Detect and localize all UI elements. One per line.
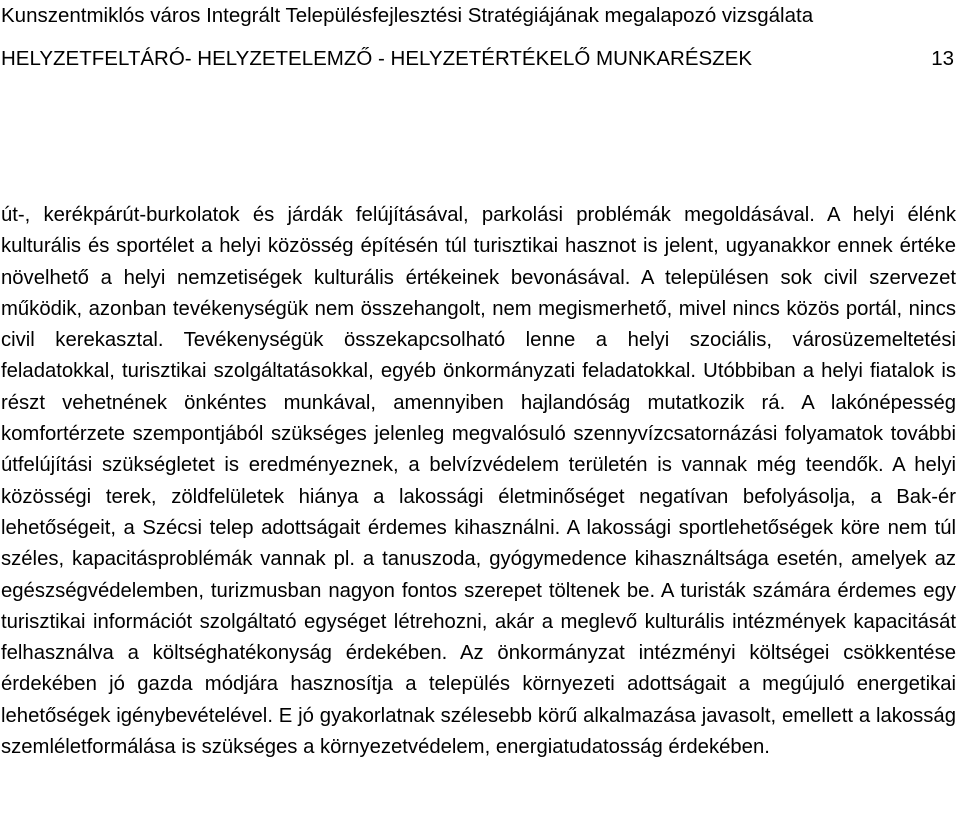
body-paragraph: út-, kerékpárút-burkolatok és járdák felújításával, parkolási problémák megoldásával. A helyi élénk kulturális és sportélet a helyi közösség építésén túl turisztikai hasznot is jelent, ugyanakkor ennek értéke növelhető a helyi nemzetiségek kulturális értékeinek bevonásával. A településen sok civil szervezet működik, azonban tevékenységük nem összehangolt, nem megismerhető, mivel nincs közös portál, nincs civil kerekasztal. Tevékenységük összekapcsolható lenne a helyi szociális, városüzemeltetési feladatokkal, turisztikai szolgáltatásokkal, egyéb önkormányzati feladatokkal. Utóbbiban a helyi fiatalok is részt vehetnének önkéntes munkával, amennyiben hajlandóság mutatkozik rá. A lakónépesség komfortérzete szempontjából szükséges jelenleg megvalósuló szennyvízcsatornázási folyamatok további útfelújítási szükségletet is eredményeznek, a belvízvédelem területén is vannak még teendők. A helyi közösségi terek, zöldfelületek hiánya a lakossági életminőséget negatívan befolyásolja, a Bak-ér lehetőségeit, a Szécsi telep adottságait érdemes kihasználni. A lakossági sportlehetőségek köre nem túl széles, kapacitásproblémák vannak pl. a tanuszoda, gyógymedence kihasználtsága esetén, amelyek az egészségvédelemben, turizmusban nagyon fontos szerepet töltenek be. A turisták számára érdemes egy turisztikai információt szolgáltató egységet létrehozni, akár a meglevő kulturális intézmények kapacitását felhasználva a költséghatékonyság érdekében. Az önkormányzat intézményi költségei csökkentése érdekében jó gazda módjára hasznosítja a település környezeti adottságait a megújuló energetikai lehetőségek igénybevételével. E jó gyakorlatnak szélesebb körű alkalmazása javasolt, emellett a lakosság szemléletformálása is szükséges a környezetvédelem, energiatudatosság érdekében.	[1, 204, 956, 759]
page-header	[1, 0, 956, 74]
section-header-row	[1, 44, 956, 74]
document-title: Kunszentmiklós város Integrált Településfejlesztési Stratégiájának megalapozó vizsgálata	[1, 4, 814, 27]
section-title: HELYZETFELTÁRÓ- HELYZETELEMZŐ - HELYZETÉRTÉKELŐ MUNKARÉSZEK	[1, 47, 753, 70]
page-number: 13	[931, 47, 954, 70]
